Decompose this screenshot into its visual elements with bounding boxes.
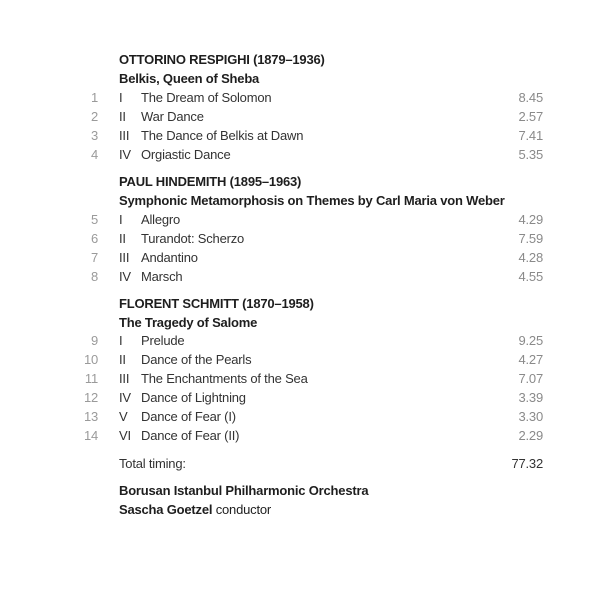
movement-numeral: IV	[119, 390, 131, 405]
movement-numeral: II	[119, 352, 126, 367]
track-duration: 9.25	[518, 333, 543, 348]
track-row	[0, 352, 600, 371]
movement-numeral: VI	[119, 428, 131, 443]
track-duration: 2.29	[518, 428, 543, 443]
conductor-credit	[119, 502, 271, 517]
orchestra-credit	[119, 483, 368, 498]
track-title: Orgiastic Dance	[141, 147, 231, 162]
track-duration: 4.28	[518, 250, 543, 265]
track-row	[0, 147, 600, 166]
track-row	[0, 231, 600, 250]
track-title: War Dance	[141, 109, 204, 124]
composer-heading: OTTORINO RESPIGHI (1879–1936)	[119, 52, 325, 67]
track-row	[0, 212, 600, 231]
track-row	[0, 333, 600, 352]
track-title: Dance of Lightning	[141, 390, 246, 405]
movement-numeral: III	[119, 128, 130, 143]
track-title: Allegro	[141, 212, 181, 227]
movement-numeral: IV	[119, 269, 131, 284]
orchestra-name: Borusan Istanbul Philharmonic Orchestra	[119, 483, 369, 498]
movement-numeral: I	[119, 90, 123, 105]
composer-heading: FLORENT SCHMITT (1870–1958)	[119, 296, 314, 311]
track-number: 9	[90, 333, 98, 348]
total-timing-label: Total timing:	[119, 456, 186, 471]
track-title: Dance of the Pearls	[141, 352, 252, 367]
track-title: The Dream of Solomon	[141, 90, 272, 105]
track-number: 12	[83, 390, 98, 405]
track-title: Turandot: Scherzo	[141, 231, 245, 246]
track-row	[0, 409, 600, 428]
conductor-name: Sascha Goetzel	[119, 502, 213, 517]
track-number: 5	[90, 212, 98, 227]
track-number: 3	[90, 128, 98, 143]
total-timing-value: 77.32	[511, 456, 543, 471]
track-duration: 7.59	[518, 231, 543, 246]
track-number: 14	[83, 428, 98, 443]
track-row	[0, 428, 600, 447]
track-duration: 4.55	[518, 269, 543, 284]
track-number: 4	[90, 147, 98, 162]
work-title: Belkis, Queen of Sheba	[119, 71, 260, 86]
track-title: Marsch	[141, 269, 183, 284]
track-number: 8	[90, 269, 98, 284]
movement-numeral: IV	[119, 147, 131, 162]
track-duration: 4.29	[518, 212, 543, 227]
track-number: 1	[90, 90, 98, 105]
track-duration: 3.39	[518, 390, 543, 405]
track-number: 10	[83, 352, 98, 367]
track-number: 11	[84, 371, 98, 386]
track-number: 13	[83, 409, 98, 424]
movement-numeral: I	[119, 212, 123, 227]
track-duration: 4.27	[518, 352, 543, 367]
movement-numeral: I	[119, 333, 123, 348]
track-number: 2	[90, 109, 98, 124]
track-title: Dance of Fear (I)	[141, 409, 236, 424]
conductor-role: conductor	[212, 502, 272, 517]
movement-numeral: II	[119, 109, 126, 124]
track-row	[0, 269, 600, 288]
track-title: Prelude	[141, 333, 185, 348]
movement-numeral: II	[119, 231, 126, 246]
track-duration: 7.41	[518, 128, 543, 143]
track-duration: 7.07	[518, 371, 543, 386]
movement-numeral: III	[119, 371, 130, 386]
movement-numeral: III	[119, 250, 130, 265]
track-duration: 2.57	[518, 109, 543, 124]
track-number: 6	[90, 231, 98, 246]
work-title: Symphonic Metamorphosis on Themes by Carl Maria von Weber	[119, 193, 505, 208]
track-duration: 3.30	[518, 409, 543, 424]
track-row	[0, 250, 600, 269]
work-title: The Tragedy of Salome	[119, 315, 258, 330]
track-row	[0, 90, 600, 109]
composer-heading: PAUL HINDEMITH (1895–1963)	[119, 174, 302, 189]
track-row	[0, 109, 600, 128]
track-duration: 5.35	[518, 147, 543, 162]
track-title: Dance of Fear (II)	[141, 428, 240, 443]
track-duration: 8.45	[518, 90, 543, 105]
track-title: Andantino	[141, 250, 198, 265]
track-title: The Dance of Belkis at Dawn	[141, 128, 304, 143]
track-title: The Enchantments of the Sea	[141, 371, 308, 386]
track-row	[0, 390, 600, 409]
track-number: 7	[90, 250, 98, 265]
track-row	[0, 128, 600, 147]
track-row	[0, 371, 600, 390]
movement-numeral: V	[119, 409, 128, 424]
